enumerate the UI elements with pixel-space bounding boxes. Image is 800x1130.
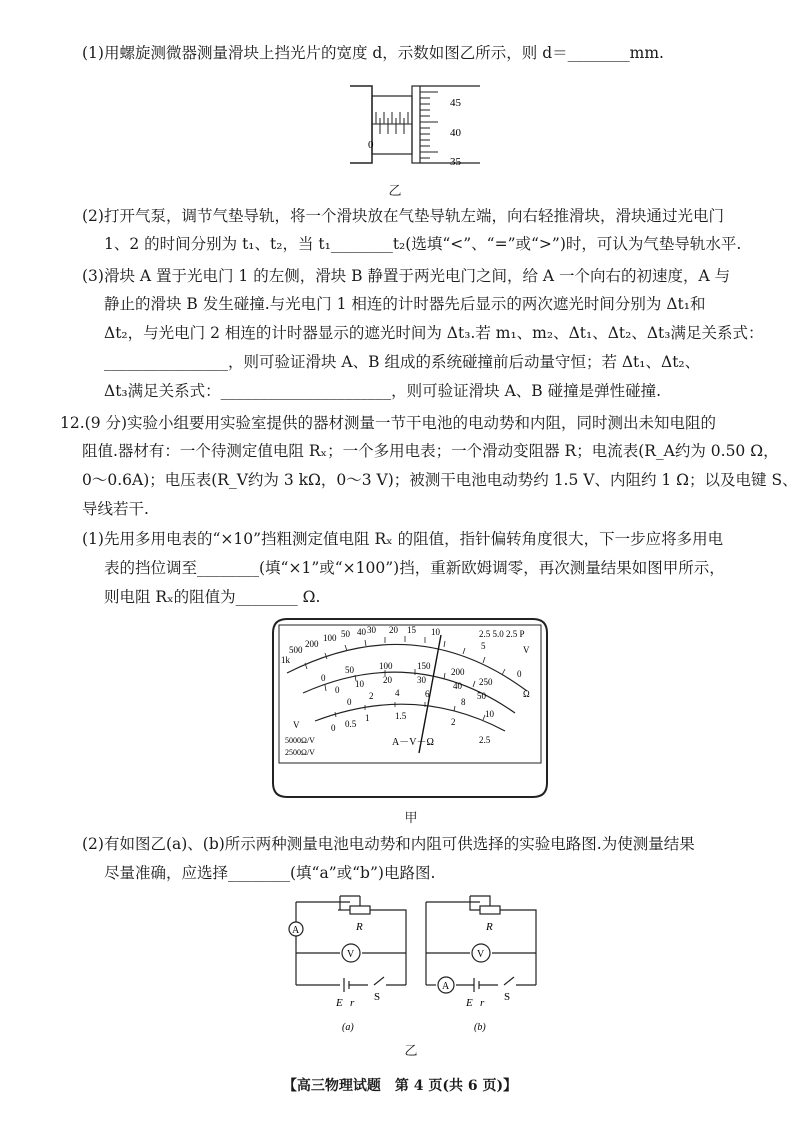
voltmeter-b: V	[477, 949, 485, 960]
ohm-label-200: 200	[305, 639, 319, 649]
q12-part2-line2: 尽量准确，应选择________(填“a”或“b”)电路图.	[104, 864, 436, 882]
dc2-label-50: 50	[477, 691, 486, 701]
dc2-label-10: 10	[355, 679, 364, 689]
switch-a-label: S	[374, 991, 381, 1003]
dc3-label-10: 10	[485, 709, 494, 719]
dc2-label-30: 30	[417, 675, 426, 685]
q11-part3-line5: Δt₃满足关系式：______________________，则可验证滑块 A、B 碰撞是弹性碰撞.	[104, 382, 662, 400]
dc3-label-6: 6	[425, 689, 430, 699]
ohm-label-10: 10	[431, 627, 440, 637]
r-a-label: r	[350, 997, 355, 1009]
ohm-label-1k: 1k	[281, 655, 290, 665]
ac-label-1: 1	[365, 713, 370, 723]
ohm-label-500: 500	[289, 645, 303, 655]
q12-line1: 12.(9 分)实验小组要用实验室提供的器材测量一节干电池的电动势和内阻，同时测出未知电阻的	[60, 414, 717, 432]
dc2-label-20: 20	[383, 675, 392, 685]
dc-label-150: 150	[417, 661, 431, 671]
ammeter-b: A	[442, 981, 450, 992]
tick-45: 45	[450, 97, 461, 109]
tick-40: 40	[450, 127, 461, 139]
ohm-label-20: 20	[389, 625, 398, 635]
dc2-label-40: 40	[453, 681, 462, 691]
dc3-label-4: 4	[395, 688, 400, 698]
q12-line4: 导线若干.	[82, 500, 149, 518]
sleeve-zero: 0	[368, 139, 374, 151]
circuit-a-label: (a)	[342, 1022, 354, 1033]
circuits-figure	[270, 882, 550, 1042]
q11-part3-line2: 静止的滑块 B 发生碰撞.与光电门 1 相连的计时器先后显示的两次遮光时间分别为 Δt₁和	[104, 295, 706, 313]
q11-part3-line1: (3)滑块 A 置于光电门 1 的左侧，滑块 B 静置于两光电门之间，给 A 一个向右的初速度，A 与	[82, 267, 731, 285]
q12-line3: 0～0.6A)；电压表(R_V约为 3 kΩ，0～3 V)；被测干电池电动势约 1.5 V、内阻约 1 Ω；以及电键 S、	[82, 471, 798, 489]
q11-part3-line3: Δt₂，与光电门 2 相连的计时器显示的遮光时间为 Δt₃.若 m₁、m₂、Δt₁、Δt₂、Δt₃满足关系式：	[104, 324, 764, 342]
dc-label-200: 200	[451, 667, 465, 677]
ohm-label-40: 40	[357, 627, 366, 637]
ohm-label-0: 0	[517, 669, 522, 679]
dc3-label-8: 8	[461, 697, 466, 707]
multimeter-figure	[265, 613, 555, 803]
emf-b-label: E	[466, 997, 473, 1009]
voltmeter-a: V	[347, 949, 355, 960]
meter-needle	[419, 635, 441, 753]
meter-small-v: V	[293, 720, 300, 730]
resistor-a-label: R	[356, 921, 363, 933]
tick-35: 35	[450, 156, 461, 168]
micrometer-figure	[340, 78, 490, 178]
ac-label-2: 2	[451, 717, 456, 727]
dc-label-50: 50	[345, 665, 354, 675]
circuits-caption: 乙	[404, 1044, 418, 1059]
q12-line2: 阻值.器材有：一个待测定值电阻 Rₓ；一个多用电表；一个滑动变阻器 R；电流表(R_A约为 0.50 Ω，	[82, 442, 779, 460]
ohm-label-30: 30	[367, 625, 376, 635]
ac-label-0: 0	[331, 723, 336, 733]
dc3-label-0: 0	[347, 697, 352, 707]
page-footer: 【高三物理试题 第 4 页(共 6 页)】	[282, 1078, 518, 1094]
dc3-label-2: 2	[369, 691, 374, 701]
q12-part2-line1: (2)有如图乙(a)、(b)所示两种测量电池电动势和内阻可供选择的实验电路图.为使测量结果	[82, 835, 695, 853]
r-b-label: r	[480, 997, 485, 1009]
q11-part3-line4: ________________，则可验证滑块 A、B 组成的系统碰撞前后动量守恒；若 Δt₁、Δt₂、	[104, 353, 701, 371]
v-label: V	[523, 645, 530, 655]
ohm-label-15: 15	[407, 625, 416, 635]
range-top-right: 2.5 5.0 2.5 P	[479, 629, 525, 639]
q12-part1-line3: 则电阻 Rₓ的阻值为________ Ω.	[104, 588, 321, 606]
dc-label-100: 100	[379, 661, 393, 671]
emf-a-label: E	[336, 997, 343, 1009]
q12-part1-line2: 表的挡位调至________(填“×1”或“×100”)挡，重新欧姆调零，再次测量结果如图甲所示，	[104, 559, 725, 577]
meter-left-label2: 2500Ω/V	[285, 748, 315, 757]
q12-part1-line1: (1)先用多用电表的“×10”挡粗测定值电阻 Rₓ 的阻值，指针偏转角度很大，下一步应将多用电	[82, 530, 724, 548]
ac-label-0.5: 0.5	[345, 719, 357, 729]
meter-center-label: A－V－Ω	[392, 737, 434, 748]
q11-part2-line1: (2)打开气泵，调节气垫导轨，将一个滑块放在气垫导轨左端，向右轻推滑块，滑块通过光电门	[82, 207, 724, 225]
micrometer-caption: 乙	[388, 184, 402, 199]
q11-part1: (1)用螺旋测微器测量滑块上挡光片的宽度 d，示数如图乙所示，则 d＝________mm.	[82, 44, 664, 62]
q11-part2-line2: 1、2 的时间分别为 t₁、t₂，当 t₁________t₂(选填“<”、“=”或“>”)时，可认为气垫导轨水平.	[104, 235, 742, 253]
ohm-label-100: 100	[323, 633, 337, 643]
dc-label-250: 250	[479, 677, 493, 687]
ammeter-a: A	[292, 925, 300, 936]
meter-left-label1: 5000Ω/V	[285, 736, 315, 745]
ac-label-1.5: 1.5	[395, 711, 407, 721]
omega-label: Ω	[523, 689, 530, 699]
ohm-label-50: 50	[341, 629, 350, 639]
circuit-b-label: (b)	[474, 1022, 486, 1033]
resistor-b-label: R	[486, 921, 493, 933]
dc-label-0: 0	[321, 673, 326, 683]
switch-b-label: S	[504, 991, 511, 1003]
ac-label-2.5: 2.5	[479, 735, 491, 745]
multimeter-caption: 甲	[404, 811, 418, 826]
dc2-label-0: 0	[335, 685, 340, 695]
ohm-label-5: 5	[481, 641, 486, 651]
